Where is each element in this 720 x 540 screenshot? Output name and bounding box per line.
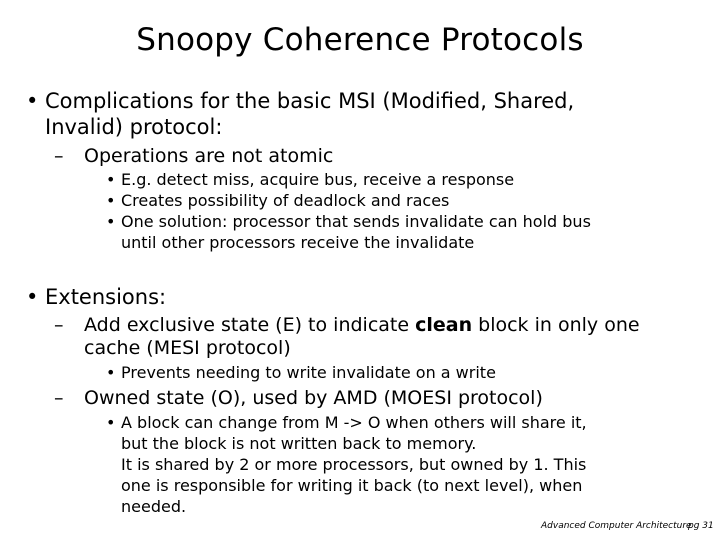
list-item	[106, 211, 591, 253]
bullet-marker: •	[106, 363, 116, 382]
bullet-marker: •	[106, 212, 116, 231]
list-item-text: until other processors receive the invalidate	[121, 233, 475, 252]
bullet-marker: •	[106, 170, 116, 189]
bullet-marker: •	[26, 89, 39, 113]
list-item	[106, 412, 587, 517]
subbullet-text: Owned state (O), used by AMD (MOESI protocol)	[84, 387, 543, 409]
bullet-marker: •	[26, 285, 39, 309]
list-item	[106, 169, 591, 190]
slide-title: Snoopy Coherence Protocols	[136, 22, 584, 58]
owned-sublist	[106, 412, 587, 517]
dash-marker: –	[54, 145, 64, 167]
subbullet-operations	[54, 145, 334, 168]
list-item-text: but the block is not written back to memory.	[121, 434, 477, 453]
list-item-text: Creates possibility of deadlock and races	[121, 191, 450, 210]
list-item-text: needed.	[121, 497, 187, 516]
bullet-complications	[26, 88, 575, 140]
subbullet-text: Operations are not atomic	[84, 145, 334, 167]
list-item	[106, 362, 496, 383]
subbullet-exclusive	[54, 314, 640, 360]
footer-page-number: pg 31	[688, 521, 714, 531]
ops-sublist	[106, 169, 591, 253]
bullet-extensions	[26, 284, 167, 310]
list-item-text: A block can change from M -> O when others will share it,	[121, 413, 587, 432]
subbullet-text	[84, 314, 640, 337]
list-item-text: It is shared by 2 or more processors, but owned by 1. This	[121, 455, 587, 474]
bullet-text: Extensions:	[45, 285, 167, 309]
bullet-marker: •	[106, 413, 116, 432]
list-item-text: E.g. detect miss, acquire bus, receive a response	[121, 170, 515, 189]
text-run: Add exclusive state (E) to indicate	[84, 314, 416, 336]
dash-marker: –	[54, 387, 64, 409]
footer-course: Advanced Computer Architecture	[541, 521, 692, 531]
exclusive-sublist	[106, 362, 496, 383]
list-item-text: One solution: processor that sends invalidate can hold bus	[121, 212, 591, 231]
dash-marker: –	[54, 314, 64, 336]
subbullet-text: cache (MESI protocol)	[84, 337, 291, 359]
list-item	[106, 190, 591, 211]
list-item-text: Prevents needing to write invalidate on a write	[121, 363, 496, 382]
bullet-text: Complications for the basic MSI (Modified, Shared,	[45, 89, 575, 113]
emphasis-clean: clean	[415, 314, 473, 336]
bullet-text: Invalid) protocol:	[45, 115, 223, 139]
list-item-text: one is responsible for writing it back (to next level), when	[121, 476, 583, 495]
subbullet-owned	[54, 387, 543, 410]
bullet-marker: •	[106, 191, 116, 210]
text-run: block in only one	[472, 314, 640, 336]
